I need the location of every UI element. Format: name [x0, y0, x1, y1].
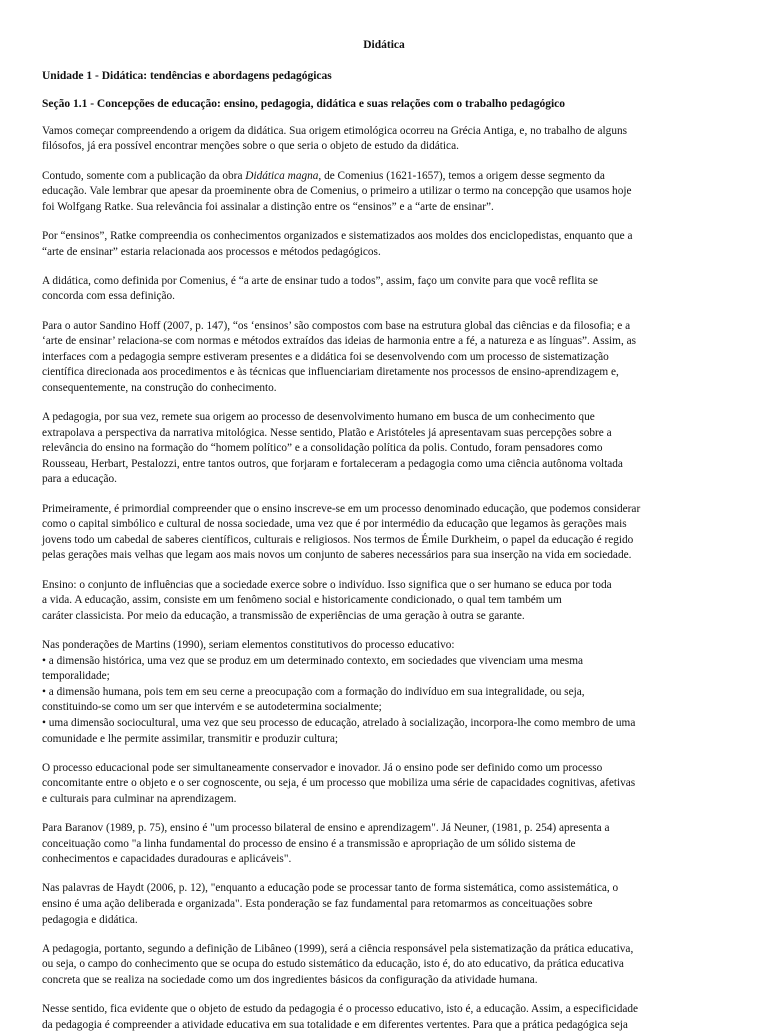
paragraph-line: A pedagogia, por sua vez, remete sua origem ao processo de desenvolvimento humano em busca de um conhecimento que — [42, 411, 595, 424]
paragraph-hoff — [42, 319, 726, 397]
paragraph-line: pelas gerações mais velhas que legam aos mais novos um conjunto de saberes necessários para sua inserção na vida em sociedade. — [42, 549, 632, 562]
paragraph-martins-dimensions — [42, 638, 726, 747]
text-segment: Contudo, somente com a publicação da obra — [42, 169, 246, 182]
paragraph-line: A pedagogia, portanto, segundo a definição de Libâneo (1999), será a ciência responsável pela sistematização da prática educativa, — [42, 942, 634, 955]
paragraph-line: caráter classicista. Por meio da educação, a transmissão de experiências de uma geração à outra se garante. — [42, 609, 525, 622]
paragraph-line: constituindo-se como um ser que intervém e se autodetermina socialmente; — [42, 701, 382, 714]
section-heading: Seção 1.1 - Concepções de educação: ensino, pedagogia, didática e suas relações com o trabalho pedagógico — [42, 98, 566, 111]
paragraph-line: • a dimensão humana, pois tem em seu cerne a preocupação com a formação do indivíduo em sua integralidade, ou seja, — [42, 685, 585, 698]
paragraph-baranov-neuner — [42, 821, 726, 868]
paragraph-line: filósofos, já era possível encontrar menções sobre o que seria o objeto de estudo da didática. — [42, 140, 459, 153]
paragraph-haydt — [42, 881, 726, 928]
paragraph-line: relevância do ensino na formação do “homem político” e a consolidação política da polis. Contudo, foram pensadores como — [42, 442, 603, 455]
paragraph-line: Ensino: o conjunto de influências que a sociedade exerce sobre o indivíduo. Isso significa que o ser humano se educa por toda — [42, 578, 612, 591]
paragraph-line — [42, 169, 726, 185]
paragraph-line: ensino é uma ação deliberada e organizada". Esta ponderação se faz fundamental para retomarmos as conceituações sobre — [42, 898, 593, 911]
paragraph-line: concorda com essa definição. — [42, 290, 175, 303]
paragraph-line: interfaces com a pedagogia sempre estiveram presentes e a didática foi se desenvolvendo com um processo de sistematização — [42, 350, 609, 363]
paragraph-line: pedagogia e didática. — [42, 913, 138, 926]
paragraph-line: “arte de ensinar” estaria relacionada aos processos e métodos pedagógicos. — [42, 245, 381, 258]
paragraph-line: Nas ponderações de Martins (1990), seriam elementos constitutivos do processo educativo: — [42, 638, 455, 651]
paragraph-line: O processo educacional pode ser simultaneamente conservador e inovador. Já o ensino pode ser definido como um processo — [42, 761, 603, 774]
paragraph-line: científica direcionada aos procedimentos e às técnicas que influenciariam diretamente nos processos de ensino-aprendizagem e, — [42, 366, 619, 379]
paragraph-line: da pedagogia é compreender a atividade educativa em sua totalidade e em diferentes vertentes. Para que a prática pedagógica seja — [42, 1018, 628, 1031]
paragraph-line: • uma dimensão sociocultural, uma vez que seu processo de educação, atrelado à socialização, incorpora-lhe como membro de uma — [42, 716, 636, 729]
paragraph-line: como o capital simbólico e cultural de nossa sociedade, uma vez que é por intermédio da educação que legamos às gerações mais — [42, 518, 627, 531]
paragraph-line: extrapolava a perspectiva da narrativa mitológica. Nesse sentido, Platão e Aristóteles já apresentavam suas percepções sobre a — [42, 426, 612, 439]
paragraph-comenius — [42, 169, 726, 216]
paragraph-ratke — [42, 229, 726, 260]
paragraph-line: e culturais para culminar na aprendizagem. — [42, 792, 237, 805]
paragraph-line: concomitante entre o objeto e o ser cognoscente, ou seja, é um processo que mobiliza uma série de capacidades cognitivas, afetivas — [42, 777, 636, 790]
paragraph-line: concreta que se realiza na sociedade como um dos ingredientes básicos da configuração da atividade humana. — [42, 974, 538, 987]
paragraph-line: ou seja, o campo do conhecimento que se ocupa do estudo sistemático da educação, isto é, do ato educativo, da prática educativa — [42, 958, 624, 971]
document-title: Didática — [363, 39, 405, 51]
paragraph-line: foi Wolfgang Ratke. Sua relevância foi assinalar a distinção entre os “ensinos” e a “arte de ensinar”. — [42, 200, 494, 213]
paragraph-line: conhecimentos e capacidades duradouras e aplicáveis". — [42, 853, 292, 866]
paragraph-line: Primeiramente, é primordial compreender que o ensino inscreve-se em um processo denominado educação, que podemos considerar — [42, 502, 641, 515]
paragraph-line: Nas palavras de Haydt (2006, p. 12), "enquanto a educação pode se processar tanto de forma sistemática, como assistemática, o — [42, 882, 619, 895]
paragraph-line: jovens todo um cabedal de saberes científicos, culturais e religiosos. Nos termos de Émile Durkheim, o papel da educação é regido — [42, 533, 634, 546]
paragraph-line: conceituação como "a linha fundamental do processo de ensino é a transmissão e apropriação de um sólido sistema de — [42, 837, 576, 850]
work-title: Didática magna — [245, 169, 319, 182]
paragraph-education-capital — [42, 502, 726, 564]
paragraph-line: consequentemente, na construção do conhecimento. — [42, 381, 277, 394]
paragraph-line: educação. Vale lembrar que apesar da proeminente obra de Comenius, o primeiro a utilizar o termo na concepção que usamos hoje — [42, 185, 632, 198]
paragraph-line: • a dimensão histórica, uma vez que se produz em um determinado contexto, em sociedades que vivenciam uma mesma — [42, 654, 584, 667]
paragraph-educational-process — [42, 761, 726, 808]
paragraph-line: Nesse sentido, fica evidente que o objeto de estudo da pedagogia é o processo educativo, isto é, a educação. Assim, a especificidade — [42, 1003, 639, 1016]
paragraph-libaneo — [42, 942, 726, 989]
paragraph-line: A didática, como definida por Comenius, é “a arte de ensinar tudo a todos”, assim, faço um convite para que você reflita se — [42, 274, 598, 287]
paragraph-pedagogy-object — [42, 1002, 726, 1033]
paragraph-line: para a educação. — [42, 473, 117, 486]
paragraph-line: a vida. A educação, assim, consiste em um fenômeno social e historicamente condicionado, o qual tem também um — [42, 594, 562, 607]
text-segment: , de Comenius (1621-1657), temos a origem desse segmento da — [318, 169, 605, 182]
unit-heading: Unidade 1 - Didática: tendências e abordagens pedagógicas — [42, 69, 332, 82]
paragraph-origin-of-didactics — [42, 124, 726, 155]
paragraph-line: ‘arte de ensinar’ relaciona-se com normas e métodos extraídos das ideias de harmonia entre a fé, a natureza e as línguas”. Assim, as — [42, 335, 637, 348]
paragraph-line: Por “ensinos”, Ratke compreendia os conhecimentos organizados e sistematizados aos moldes dos enciclopedistas, enquanto que a — [42, 229, 633, 242]
paragraph-line: temporalidade; — [42, 670, 110, 683]
paragraph-line: Para o autor Sandino Hoff (2007, p. 147), “os ‘ensinos’ são compostos com base na estrutura global das ciências e da filosofia; e a — [42, 319, 631, 332]
paragraph-line: comunidade e lhe permite assimilar, transmitir e produzir cultura; — [42, 732, 338, 745]
paragraph-line: Rousseau, Herbart, Pestalozzi, entre tantos outros, que forjaram e fortaleceram a pedagogia como uma ciência autônoma voltada — [42, 457, 623, 470]
paragraph-line: Para Baranov (1989, p. 75), ensino é "um processo bilateral de ensino e aprendizagem". Já Neuner, (1981, p. 254) apresenta a — [42, 822, 610, 835]
paragraph-pedagogy-origin — [42, 410, 726, 488]
paragraph-line: Vamos começar compreendendo a origem da didática. Sua origem etimológica ocorreu na Grécia Antiga, e, no trabalho de alguns — [42, 124, 628, 137]
paragraph-comenius-definition — [42, 274, 726, 305]
paragraph-teaching-definition — [42, 578, 726, 625]
